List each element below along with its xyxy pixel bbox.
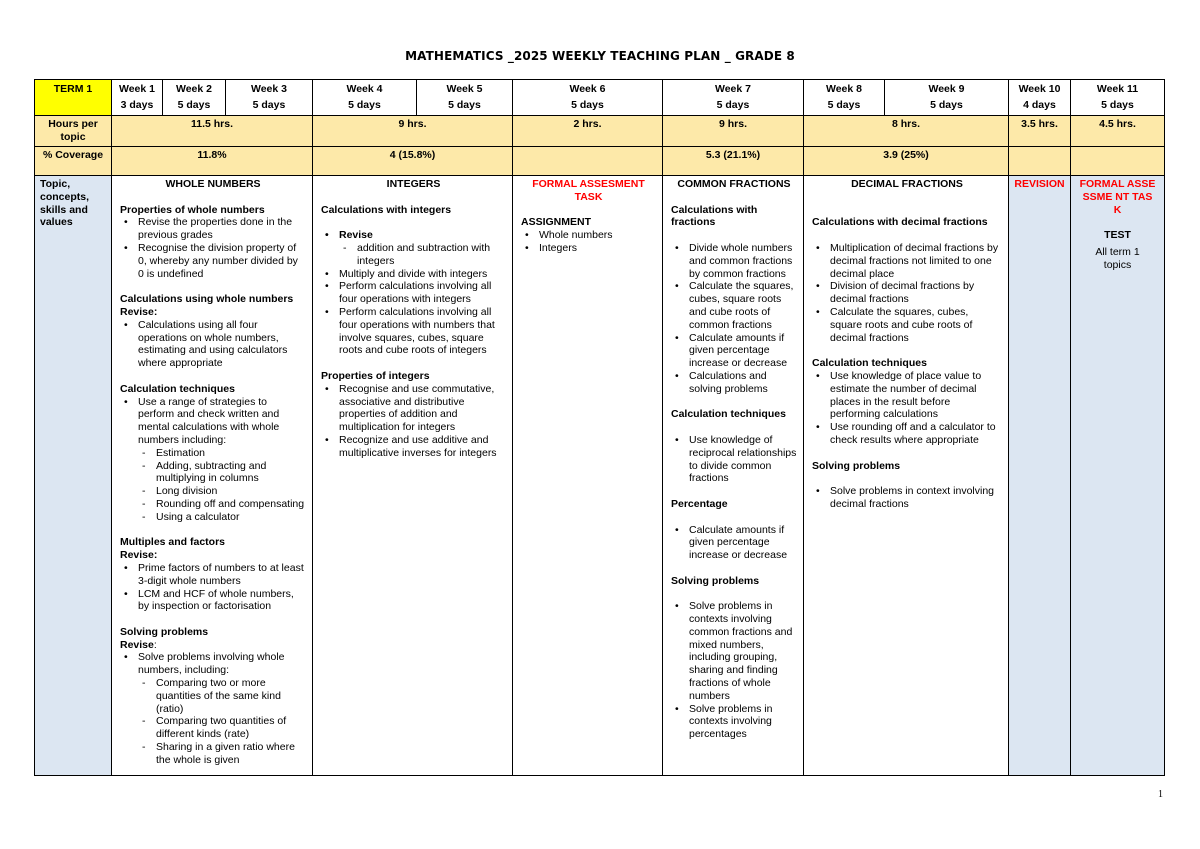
int-revise: • Revise: [321, 229, 506, 242]
formal-task-cell: [513, 176, 663, 776]
fr-solve-title: Solving problems: [671, 574, 760, 587]
formal-task-heading: FORMAL ASSESMENT TASK: [532, 178, 645, 203]
list-item: • Calculate the squares, cubes, square roots and cube roots of decimal fractions: [812, 306, 1002, 344]
weeks-header-row: [35, 80, 1165, 116]
content-row: [35, 176, 1165, 776]
wn-calc-revise: Revise:: [120, 305, 158, 318]
coverage-common-fractions: 5.3 (21.1%): [663, 147, 804, 176]
coverage-revision: [1009, 147, 1071, 176]
test-label: TEST: [1104, 229, 1131, 242]
list-item: • Multiply and divide with integers: [321, 268, 506, 281]
list-item: • Perform calculations involving all four operations with integers: [321, 280, 506, 306]
list-item: • Multiplication of decimal fractions by decimal fractions not limited to one decimal place: [812, 242, 1002, 280]
wn-calc-title: Calculations using whole numbers: [120, 293, 294, 306]
week-2: Week 2 5 days: [163, 80, 226, 116]
wn-solve-revise: Revise: [120, 638, 154, 651]
week-5: Week 5 5 days: [417, 80, 513, 116]
list-item: • Calculations and solving problems: [671, 370, 797, 396]
int-calc-title: Calculations with integers: [321, 203, 452, 216]
list-item: • Solve problems in contexts involving common fractions and mixed numbers, including grouping, sharing and finding fractions of whole numbers: [671, 600, 797, 702]
wn-solve-title: Solving problems: [120, 625, 209, 638]
wn-properties-title: Properties of whole numbers: [120, 203, 265, 216]
week-7: Week 7 5 days: [663, 80, 804, 116]
wn-mult-revise: Revise:: [120, 549, 158, 562]
list-item: • Use rounding off and a calculator to check results where appropriate: [812, 421, 1002, 447]
term-label: TERM 1: [35, 80, 112, 116]
coverage-row: [35, 147, 1165, 176]
hours-whole-numbers: 11.5 hrs.: [112, 116, 313, 147]
wn-solve-colon: :: [153, 638, 157, 651]
sub-list-item: - Rounding off and compensating: [120, 498, 306, 511]
list-item: • Solve problems in context involving decimal fractions: [812, 485, 1002, 511]
hours-revision: 3.5 hrs.: [1009, 116, 1071, 147]
list-item: • Solve problems in contexts involving percentages: [671, 703, 797, 741]
fr-pct-title: Percentage: [671, 497, 728, 510]
integers-cell: [313, 176, 513, 776]
week-11: Week 11 5 days: [1071, 80, 1165, 116]
decimals-heading: DECIMAL FRACTIONS: [851, 178, 963, 190]
dec-calc-title: Calculations with decimal fractions: [812, 216, 988, 229]
sub-list-item: - Adding, subtracting and multiplying in columns: [120, 460, 306, 486]
whole-numbers-heading: WHOLE NUMBERS: [165, 178, 261, 190]
list-item: • Integers: [521, 242, 656, 255]
coverage-label: % Coverage: [35, 147, 112, 176]
week-10: Week 10 4 days: [1009, 80, 1071, 116]
page-title: MATHEMATICS _2025 WEEKLY TEACHING PLAN _ GRADE 8: [405, 49, 795, 63]
fractions-heading: COMMON FRACTIONS: [677, 178, 791, 190]
topics-label: Topic, concepts, skills and values: [35, 176, 112, 776]
fr-calc-title: Calculations with fractions: [671, 203, 758, 229]
list-item: • Perform calculations involving all four operations with numbers that involve squares, cubes, square roots and cube roots of integers: [321, 306, 506, 357]
coverage-formal-task: [513, 147, 663, 176]
coverage-formal-task-2: [1071, 147, 1165, 176]
coverage-decimal-fractions: 3.9 (25%): [804, 147, 1009, 176]
list-item: • Use knowledge of place value to estimate the number of decimal places in the result before performing calculations: [812, 370, 1002, 421]
sub-list-item: - Long division: [120, 485, 306, 498]
teaching-plan-table: [34, 79, 1165, 776]
hours-formal-task-2: 4.5 hrs.: [1071, 116, 1165, 147]
list-item: • Recognize and use additive and multiplicative inverses for integers: [321, 434, 506, 460]
hours-formal-task: 2 hrs.: [513, 116, 663, 147]
formal-task-2-cell: [1071, 176, 1165, 776]
hours-integers: 9 hrs.: [313, 116, 513, 147]
list-item: • Prime factors of numbers to at least 3-digit whole numbers: [120, 562, 306, 588]
week-4: Week 4 5 days: [313, 80, 417, 116]
hours-common-fractions: 9 hrs.: [663, 116, 804, 147]
decimal-fractions-cell: [804, 176, 1009, 776]
list-item: • Use a range of strategies to perform and check written and mental calculations with whole numbers including:: [120, 396, 306, 447]
all-topics-label: All term 1 topics: [1095, 245, 1140, 271]
page-number: 1: [1158, 789, 1163, 800]
week-9: Week 9 5 days: [885, 80, 1009, 116]
common-fractions-cell: [663, 176, 804, 776]
int-prop-title: Properties of integers: [321, 369, 430, 382]
wn-tech-title: Calculation techniques: [120, 382, 235, 395]
formal-task-2-heading: FORMAL ASSESSME NT TASK: [1079, 178, 1156, 216]
sub-list-item: - Sharing in a given ratio where the whole is given: [120, 741, 306, 767]
week-6: Week 6 5 days: [513, 80, 663, 116]
assignment-title: ASSIGNMENT: [521, 216, 592, 229]
week-1: Week 1 3 days: [112, 80, 163, 116]
coverage-integers: 4 (15.8%): [313, 147, 513, 176]
revision-cell: [1009, 176, 1071, 776]
hours-label: Hours per topic: [35, 116, 112, 147]
list-item: • Use knowledge of reciprocal relationships to divide common fractions: [671, 434, 797, 485]
list-item: • Calculations using all four operations on whole numbers, estimating and using calculators where appropriate: [120, 319, 306, 370]
list-item: • Calculate amounts if given percentage increase or decrease: [671, 524, 797, 562]
week-3: Week 3 5 days: [226, 80, 313, 116]
dec-tech-title: Calculation techniques: [812, 357, 927, 370]
list-item: • Recognise and use commutative, associative and distributive properties of addition and multiplication for integers: [321, 383, 506, 434]
coverage-whole-numbers: 11.8%: [112, 147, 313, 176]
dec-solve-title: Solving problems: [812, 459, 901, 472]
list-item: • Divide whole numbers and common fractions by common fractions: [671, 242, 797, 280]
list-item: • Recognise the division property of 0, whereby any number divided by 0 is undefined: [120, 242, 306, 280]
list-item: • Whole numbers: [521, 229, 656, 242]
sub-list-item: - addition and subtraction with integers: [321, 242, 506, 268]
integers-heading: INTEGERS: [386, 178, 441, 190]
whole-numbers-cell: [112, 176, 313, 776]
list-item: • Solve problems involving whole numbers, including:: [120, 651, 306, 677]
sub-list-item: - Using a calculator: [120, 511, 306, 524]
hours-row: [35, 116, 1165, 147]
hours-decimal-fractions: 8 hrs.: [804, 116, 1009, 147]
list-item: • Calculate amounts if given percentage increase or decrease: [671, 332, 797, 370]
list-item: • LCM and HCF of whole numbers, by inspection or factorisation: [120, 588, 306, 614]
sub-list-item: - Estimation: [120, 447, 306, 460]
week-8: Week 8 5 days: [804, 80, 885, 116]
fr-tech-title: Calculation techniques: [671, 408, 786, 421]
list-item: • Calculate the squares, cubes, square roots and cube roots of common fractions: [671, 280, 797, 331]
list-item: • Revise the properties done in the previous grades: [120, 216, 306, 242]
sub-list-item: - Comparing two or more quantities of the same kind (ratio): [120, 677, 306, 715]
wn-mult-title: Multiples and factors: [120, 536, 226, 549]
revision-heading: REVISION: [1014, 178, 1065, 190]
list-item: • Division of decimal fractions by decimal fractions: [812, 280, 1002, 306]
sub-list-item: - Comparing two quantities of different kinds (rate): [120, 715, 306, 741]
